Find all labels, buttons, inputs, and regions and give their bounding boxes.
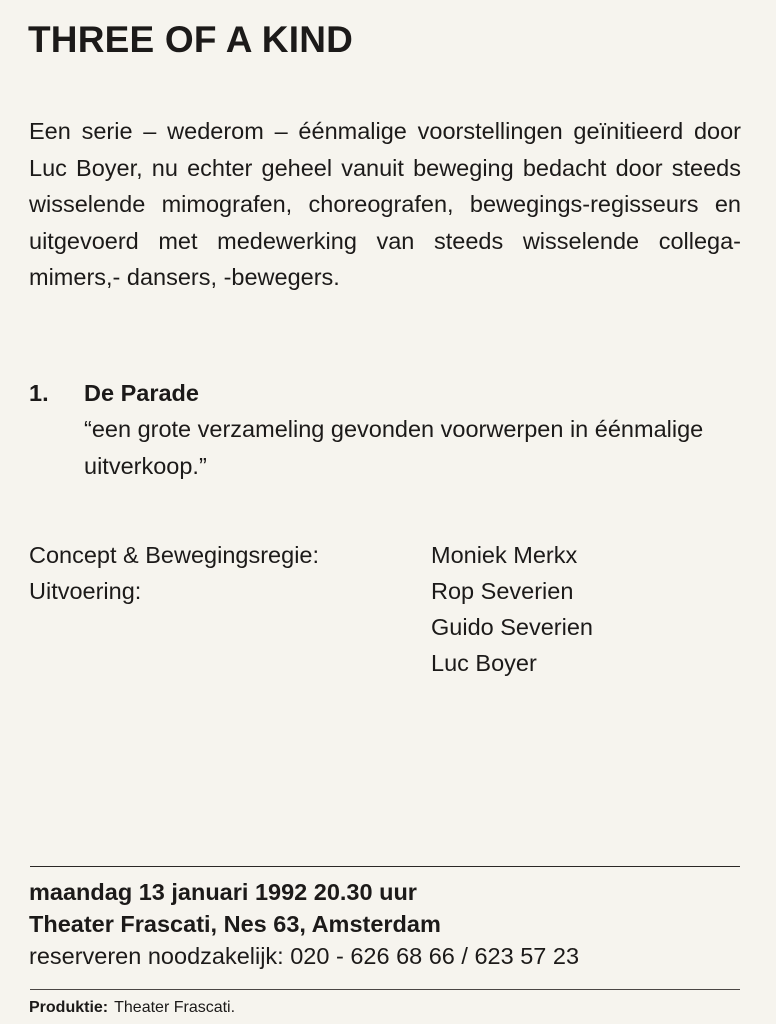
program-item-heading-row: [29, 375, 741, 411]
event-date-time: maandag 13 januari 1992 20.30 uur: [29, 879, 417, 905]
program-item-number: 1.: [29, 380, 49, 406]
production-credit: [29, 997, 235, 1019]
credit-names: [431, 537, 577, 573]
credit-label: Uitvoering:: [29, 578, 142, 604]
credit-name: Guido Severien: [431, 614, 593, 640]
page-title: THREE OF A KIND: [28, 19, 354, 60]
intro-paragraph: Een serie – wederom – éénmalige voorstellingen geïnitieerd door Luc Boyer, nu echter geheel vanuit beweging bedacht door steeds wisselende mimografen, choreografen, bewegings-regisseurs en uitgevoerd met medewerking van steeds wisselende collega-mimers,- dansers, -bewegers.: [29, 118, 741, 291]
production-divider: [30, 989, 740, 990]
footer-divider: [30, 866, 740, 867]
credit-label: Concept & Bewegingsregie:: [29, 542, 320, 568]
credit-row-performers: [29, 573, 593, 681]
production-value: Theater Frascati.: [114, 999, 236, 1016]
event-venue: Theater Frascati, Nes 63, Amsterdam: [29, 911, 441, 937]
event-details: [29, 876, 579, 972]
credit-names: [431, 573, 593, 681]
event-reservation: reserveren noodzakelijk: 020 - 626 68 66 / 623 57 23: [29, 943, 580, 969]
credit-name: Moniek Merkx: [431, 542, 578, 568]
production-label: Produktie:: [29, 999, 109, 1016]
credit-row-concept: [29, 537, 593, 573]
program-item-title: De Parade: [84, 380, 199, 406]
program-item: [29, 375, 741, 485]
credit-name: Luc Boyer: [431, 650, 537, 676]
program-item-quote: “een grote verzameling gevonden voorwerpen in éénmalige uitverkoop.”: [84, 416, 704, 479]
credit-name: Rop Severien: [431, 578, 574, 604]
credits-block: [29, 537, 593, 681]
